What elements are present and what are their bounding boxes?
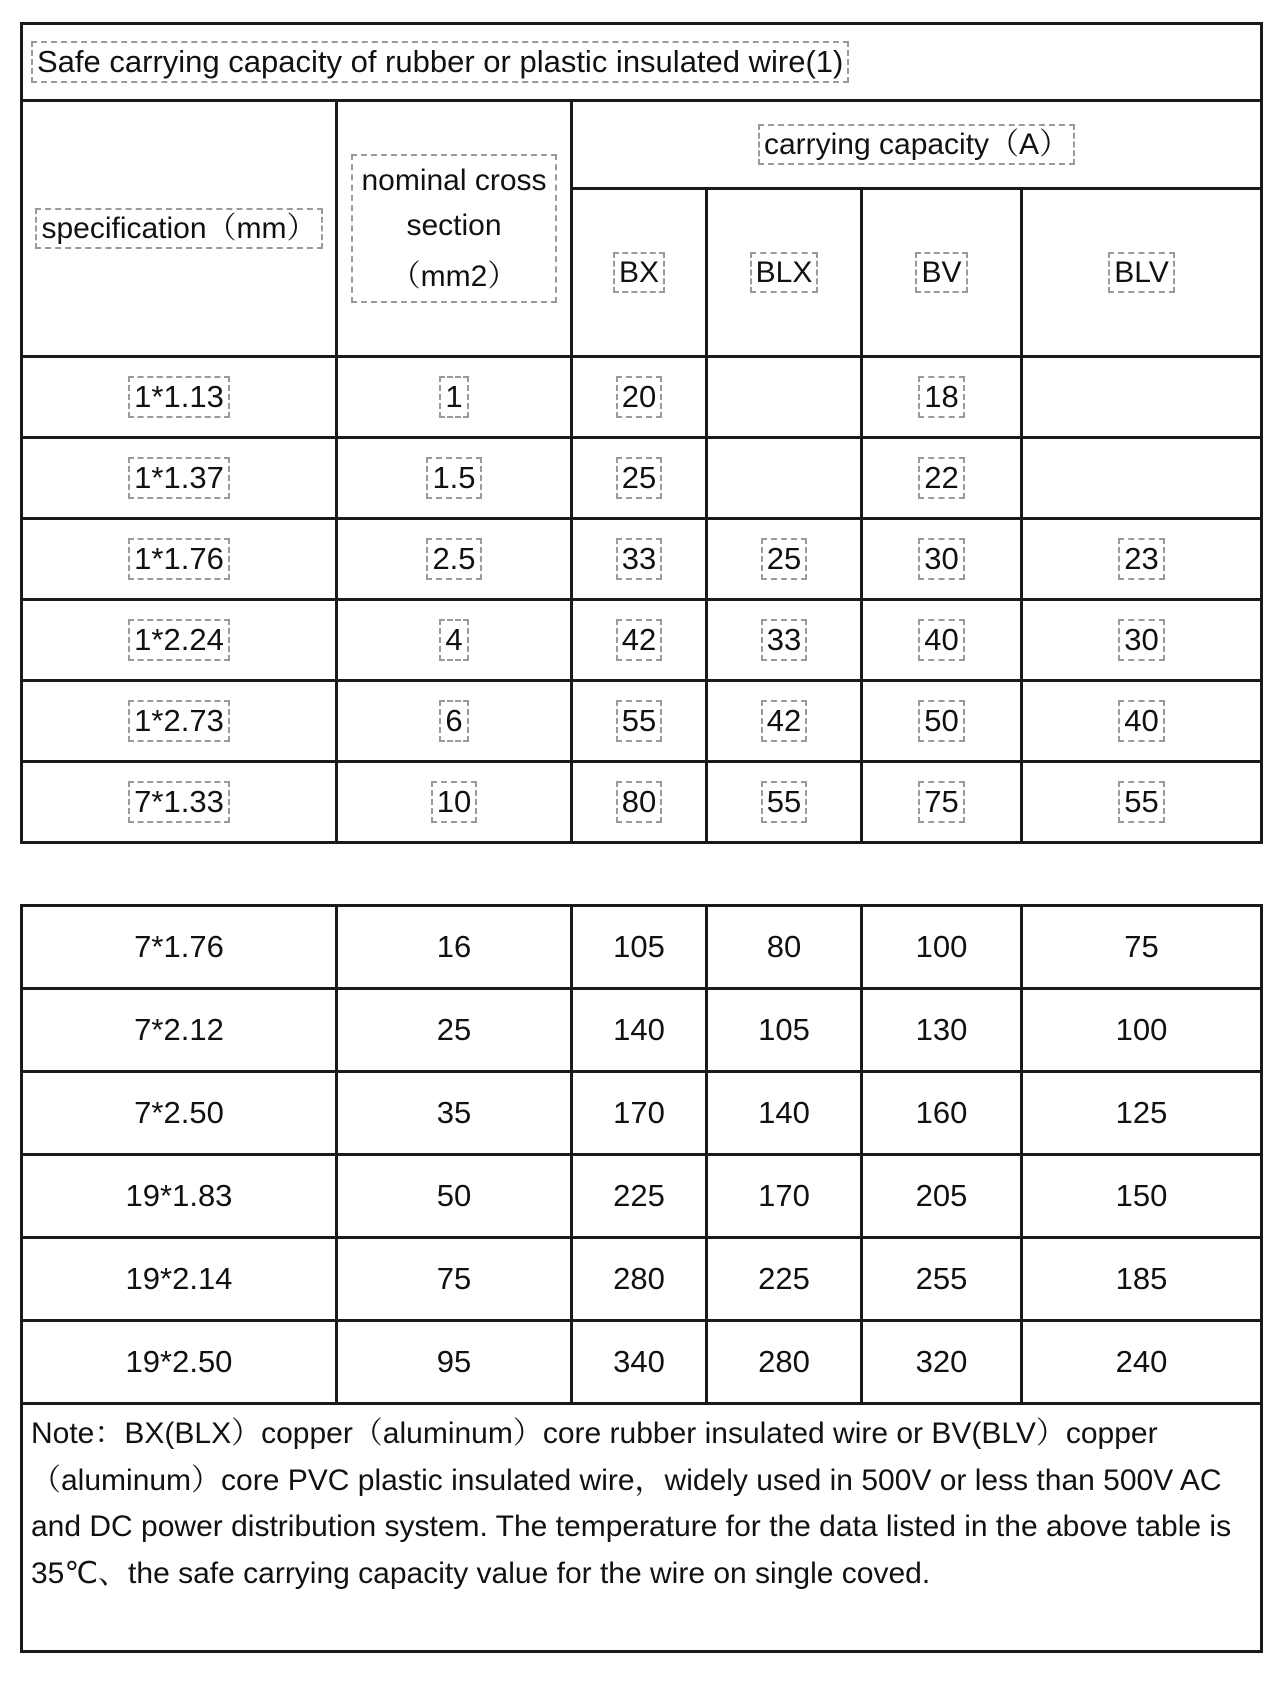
table-note: Note：BX(BLX）copper（aluminum）core rubber insulated wire or BV(BLV）copper（aluminum）core PVC plastic insulated wire，widely used in 500V or less than 500V AC and DC power distribution system. The temperature for the data listed in the above table is 35℃、the safe carrying capacity value for the wire on single coved. (22, 1404, 1262, 1652)
capacity-table-bottom (20, 904, 1263, 1653)
cell-value: 1 (439, 376, 468, 419)
cell-value: 25 (616, 457, 662, 500)
cell-value: 40 (918, 619, 964, 662)
cell-value: 1*2.73 (128, 700, 230, 743)
cell-blv: 185 (1022, 1238, 1262, 1321)
cell-blv (1022, 762, 1262, 843)
cell-spec (22, 438, 337, 519)
table-row (22, 1238, 1262, 1321)
header-specification (22, 101, 337, 357)
header-col-bv (862, 189, 1022, 357)
table-row (22, 438, 1262, 519)
header-col-bx (572, 189, 707, 357)
cell-spec: 7*2.12 (22, 989, 337, 1072)
cell-spec: 19*2.14 (22, 1238, 337, 1321)
cell-value: 1*1.13 (128, 376, 230, 419)
cell-blv: 240 (1022, 1321, 1262, 1404)
header-nominal-line2: section (406, 209, 502, 242)
cell-spec: 7*1.76 (22, 906, 337, 989)
cell-section (337, 600, 572, 681)
cell-bv: 255 (862, 1238, 1022, 1321)
bottom-table-body (22, 906, 1262, 1404)
cell-blx: 80 (707, 906, 862, 989)
cell-value: 80 (616, 781, 662, 824)
cell-blx: 280 (707, 1321, 862, 1404)
cell-value: 33 (616, 538, 662, 581)
cell-value: 20 (616, 376, 662, 419)
cell-value: 40 (1118, 700, 1164, 743)
cell-value: 6 (439, 700, 468, 743)
cell-blv (1022, 681, 1262, 762)
cell-value: 2.5 (426, 538, 481, 581)
top-table-body (22, 357, 1262, 843)
cell-blv (1022, 519, 1262, 600)
cell-spec (22, 762, 337, 843)
cell-value: 23 (1118, 538, 1164, 581)
cell-bv: 100 (862, 906, 1022, 989)
cell-value: 42 (616, 619, 662, 662)
table-title: Safe carrying capacity of rubber or plastic insulated wire(1) (31, 41, 849, 84)
cell-blv: 125 (1022, 1072, 1262, 1155)
cell-blx: 105 (707, 989, 862, 1072)
cell-blx: 140 (707, 1072, 862, 1155)
cell-bv: 205 (862, 1155, 1022, 1238)
cell-spec (22, 600, 337, 681)
cell-bx: 340 (572, 1321, 707, 1404)
table-row (22, 1321, 1262, 1404)
cell-blv: 75 (1022, 906, 1262, 989)
table-row (22, 600, 1262, 681)
cell-section (337, 519, 572, 600)
cell-bv (862, 681, 1022, 762)
cell-value: 1*1.76 (128, 538, 230, 581)
cell-spec: 19*1.83 (22, 1155, 337, 1238)
cell-section: 75 (337, 1238, 572, 1321)
header-carrying-capacity (572, 101, 1262, 189)
cell-section (337, 357, 572, 438)
cell-value: 10 (431, 781, 477, 824)
cell-blx (707, 600, 862, 681)
cell-blv: 100 (1022, 989, 1262, 1072)
cell-blx (707, 519, 862, 600)
cell-value: 7*1.33 (128, 781, 230, 824)
header-nominal-section (337, 101, 572, 357)
cell-bx: 105 (572, 906, 707, 989)
cell-value: 1*2.24 (128, 619, 230, 662)
table-row (22, 519, 1262, 600)
cell-spec (22, 519, 337, 600)
cell-blv (1022, 357, 1262, 438)
cell-bv: 130 (862, 989, 1022, 1072)
table-row (22, 989, 1262, 1072)
header-nominal-line3: （mm2） (390, 260, 518, 293)
table-title-cell (22, 24, 1262, 101)
header-col-blv (1022, 189, 1262, 357)
cell-section: 95 (337, 1321, 572, 1404)
cell-section: 16 (337, 906, 572, 989)
cell-blx (707, 681, 862, 762)
cell-value: 50 (918, 700, 964, 743)
cell-value: 42 (761, 700, 807, 743)
cell-bx (572, 762, 707, 843)
cell-bv (862, 519, 1022, 600)
cell-value: 4 (439, 619, 468, 662)
cell-value: 33 (761, 619, 807, 662)
header-bx-label: BX (613, 252, 665, 294)
cell-spec: 19*2.50 (22, 1321, 337, 1404)
cell-blv (1022, 438, 1262, 519)
cell-value: 75 (918, 781, 964, 824)
cell-bx: 225 (572, 1155, 707, 1238)
cell-section (337, 681, 572, 762)
cell-bv (862, 357, 1022, 438)
table-row (22, 1155, 1262, 1238)
cell-blx (707, 438, 862, 519)
header-nominal-line1: nominal cross (361, 164, 547, 197)
cell-value: 1*1.37 (128, 457, 230, 500)
capacity-table-top (20, 22, 1263, 844)
cell-bx (572, 357, 707, 438)
cell-bv (862, 600, 1022, 681)
table-row (22, 762, 1262, 843)
header-blv-label: BLV (1108, 252, 1174, 294)
cell-section (337, 438, 572, 519)
cell-value: 30 (918, 538, 964, 581)
cell-value: 1.5 (426, 457, 481, 500)
header-carrying-capacity-label: carrying capacity（A） (758, 124, 1075, 166)
cell-bx: 170 (572, 1072, 707, 1155)
header-blx-label: BLX (750, 252, 819, 294)
cell-blv: 150 (1022, 1155, 1262, 1238)
cell-section (337, 762, 572, 843)
cell-bv: 320 (862, 1321, 1022, 1404)
cell-value: 22 (918, 457, 964, 500)
cell-section: 35 (337, 1072, 572, 1155)
cell-bv (862, 438, 1022, 519)
cell-blx (707, 762, 862, 843)
cell-blx (707, 357, 862, 438)
table-row (22, 357, 1262, 438)
cell-bx (572, 681, 707, 762)
cell-spec (22, 357, 337, 438)
cell-bx: 140 (572, 989, 707, 1072)
cell-blx: 170 (707, 1155, 862, 1238)
table-row (22, 681, 1262, 762)
cell-value: 25 (761, 538, 807, 581)
cell-bv (862, 762, 1022, 843)
header-specification-label: specification（mm） (35, 208, 322, 250)
cell-value: 30 (1118, 619, 1164, 662)
cell-bx: 280 (572, 1238, 707, 1321)
cell-blv (1022, 600, 1262, 681)
cell-section: 25 (337, 989, 572, 1072)
cell-bv: 160 (862, 1072, 1022, 1155)
cell-section: 50 (337, 1155, 572, 1238)
header-nominal-label (351, 154, 556, 303)
cell-value: 18 (918, 376, 964, 419)
table-row (22, 906, 1262, 989)
cell-bx (572, 438, 707, 519)
cell-value: 55 (761, 781, 807, 824)
cell-value: 55 (1118, 781, 1164, 824)
cell-value: 55 (616, 700, 662, 743)
cell-spec (22, 681, 337, 762)
header-bv-label: BV (915, 252, 967, 294)
header-col-blx (707, 189, 862, 357)
table-row (22, 1072, 1262, 1155)
cell-spec: 7*2.50 (22, 1072, 337, 1155)
cell-blx: 225 (707, 1238, 862, 1321)
cell-bx (572, 600, 707, 681)
cell-bx (572, 519, 707, 600)
